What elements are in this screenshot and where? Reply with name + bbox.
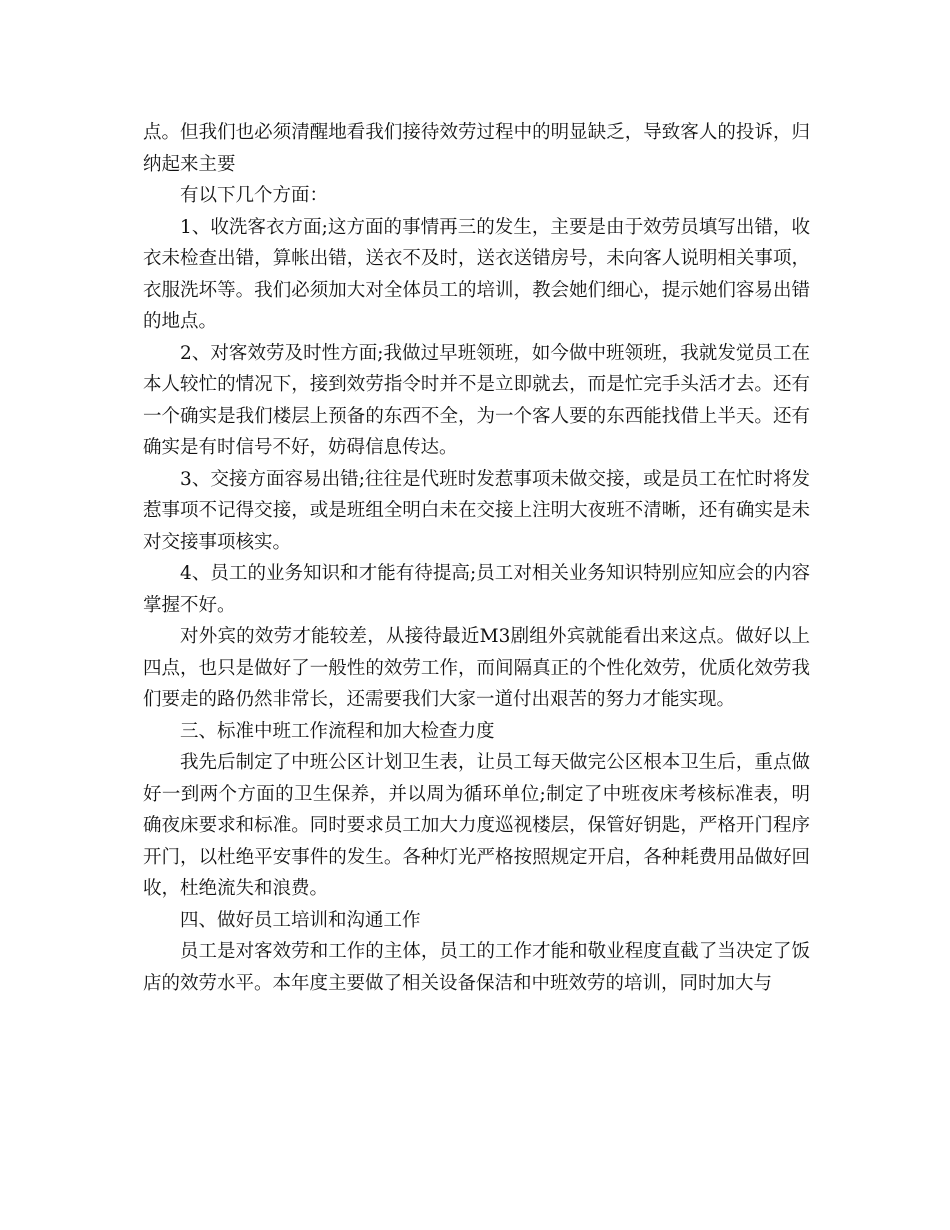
paragraph: 点。但我们也必须清醒地看我们接待效劳过程中的明显缺乏，导致客人的投诉，归纳起来主要: [143, 122, 810, 175]
paragraph: 三、标准中班工作流程和加大检查力度: [180, 720, 495, 742]
paragraph: 4、员工的业务知识和才能有待提高;员工对相关业务知识特别应知应会的内容掌握不好。: [143, 563, 810, 616]
paragraph: 有以下几个方面：: [180, 185, 329, 206]
paragraph: 我先后制定了中班公区计划卫生表，让员工每天做完公区根本卫生后，重点做好一到两个方面的卫生保养，并以周为循环单位;制定了中班夜床考核标准表，明确夜床要求和标准。同时要求员工加大力度巡视楼层，保管好钥匙，严格开门程序开门，以杜绝平安事件的发生。各种灯光严格按照规定开启，各种耗费用品做好回收，杜绝流失和浪费。: [143, 752, 810, 899]
paragraph: 四、做好员工培训和沟通工作: [180, 909, 421, 931]
paragraph: 员工是对客效劳和工作的主体，员工的工作才能和敬业程度直截了当决定了饭店的效劳水平。本年度主要做了相关设备保洁和中班效劳的培训，同时加大与: [143, 941, 810, 994]
paragraph: 3、交接方面容易出错;往往是代班时发惹事项未做交接，或是员工在忙时将发惹事项不记得交接，或是班组全明白未在交接上注明大夜班不清晰，还有确实是未对交接事项核实。: [143, 468, 810, 553]
paragraph: 1、收洗客衣方面;这方面的事情再三的发生，主要是由于效劳员填写出错，收衣未检查出错，算帐出错，送衣不及时，送衣送错房号，未向客人说明相关事项，衣服洗坏等。我们必须加大对全体员工的培训，教会她们细心，提示她们容易出错的地点。: [143, 216, 810, 332]
paragraph: 2、对客效劳及时性方面;我做过早班领班，如今做中班领班，我就发觉员工在本人较忙的情况下，接到效劳指令时并不是立即就去，而是忙完手头活才去。还有一个确实是我们楼层上预备的东西不全，为一个客人要的东西能找借上半天。还有确实是有时信号不好，妨碍信息传达。: [143, 342, 810, 458]
paragraph: 对外宾的效劳才能较差，从接待最近M3剧组外宾就能看出来这点。做好以上四点，也只是做好了一般性的效劳工作，而间隔真正的个性化效劳，优质化效劳我们要走的路仍然非常长，还需要我们大家一道付出艰苦的努力才能实现。: [143, 626, 810, 710]
document-body: [143, 117, 810, 999]
